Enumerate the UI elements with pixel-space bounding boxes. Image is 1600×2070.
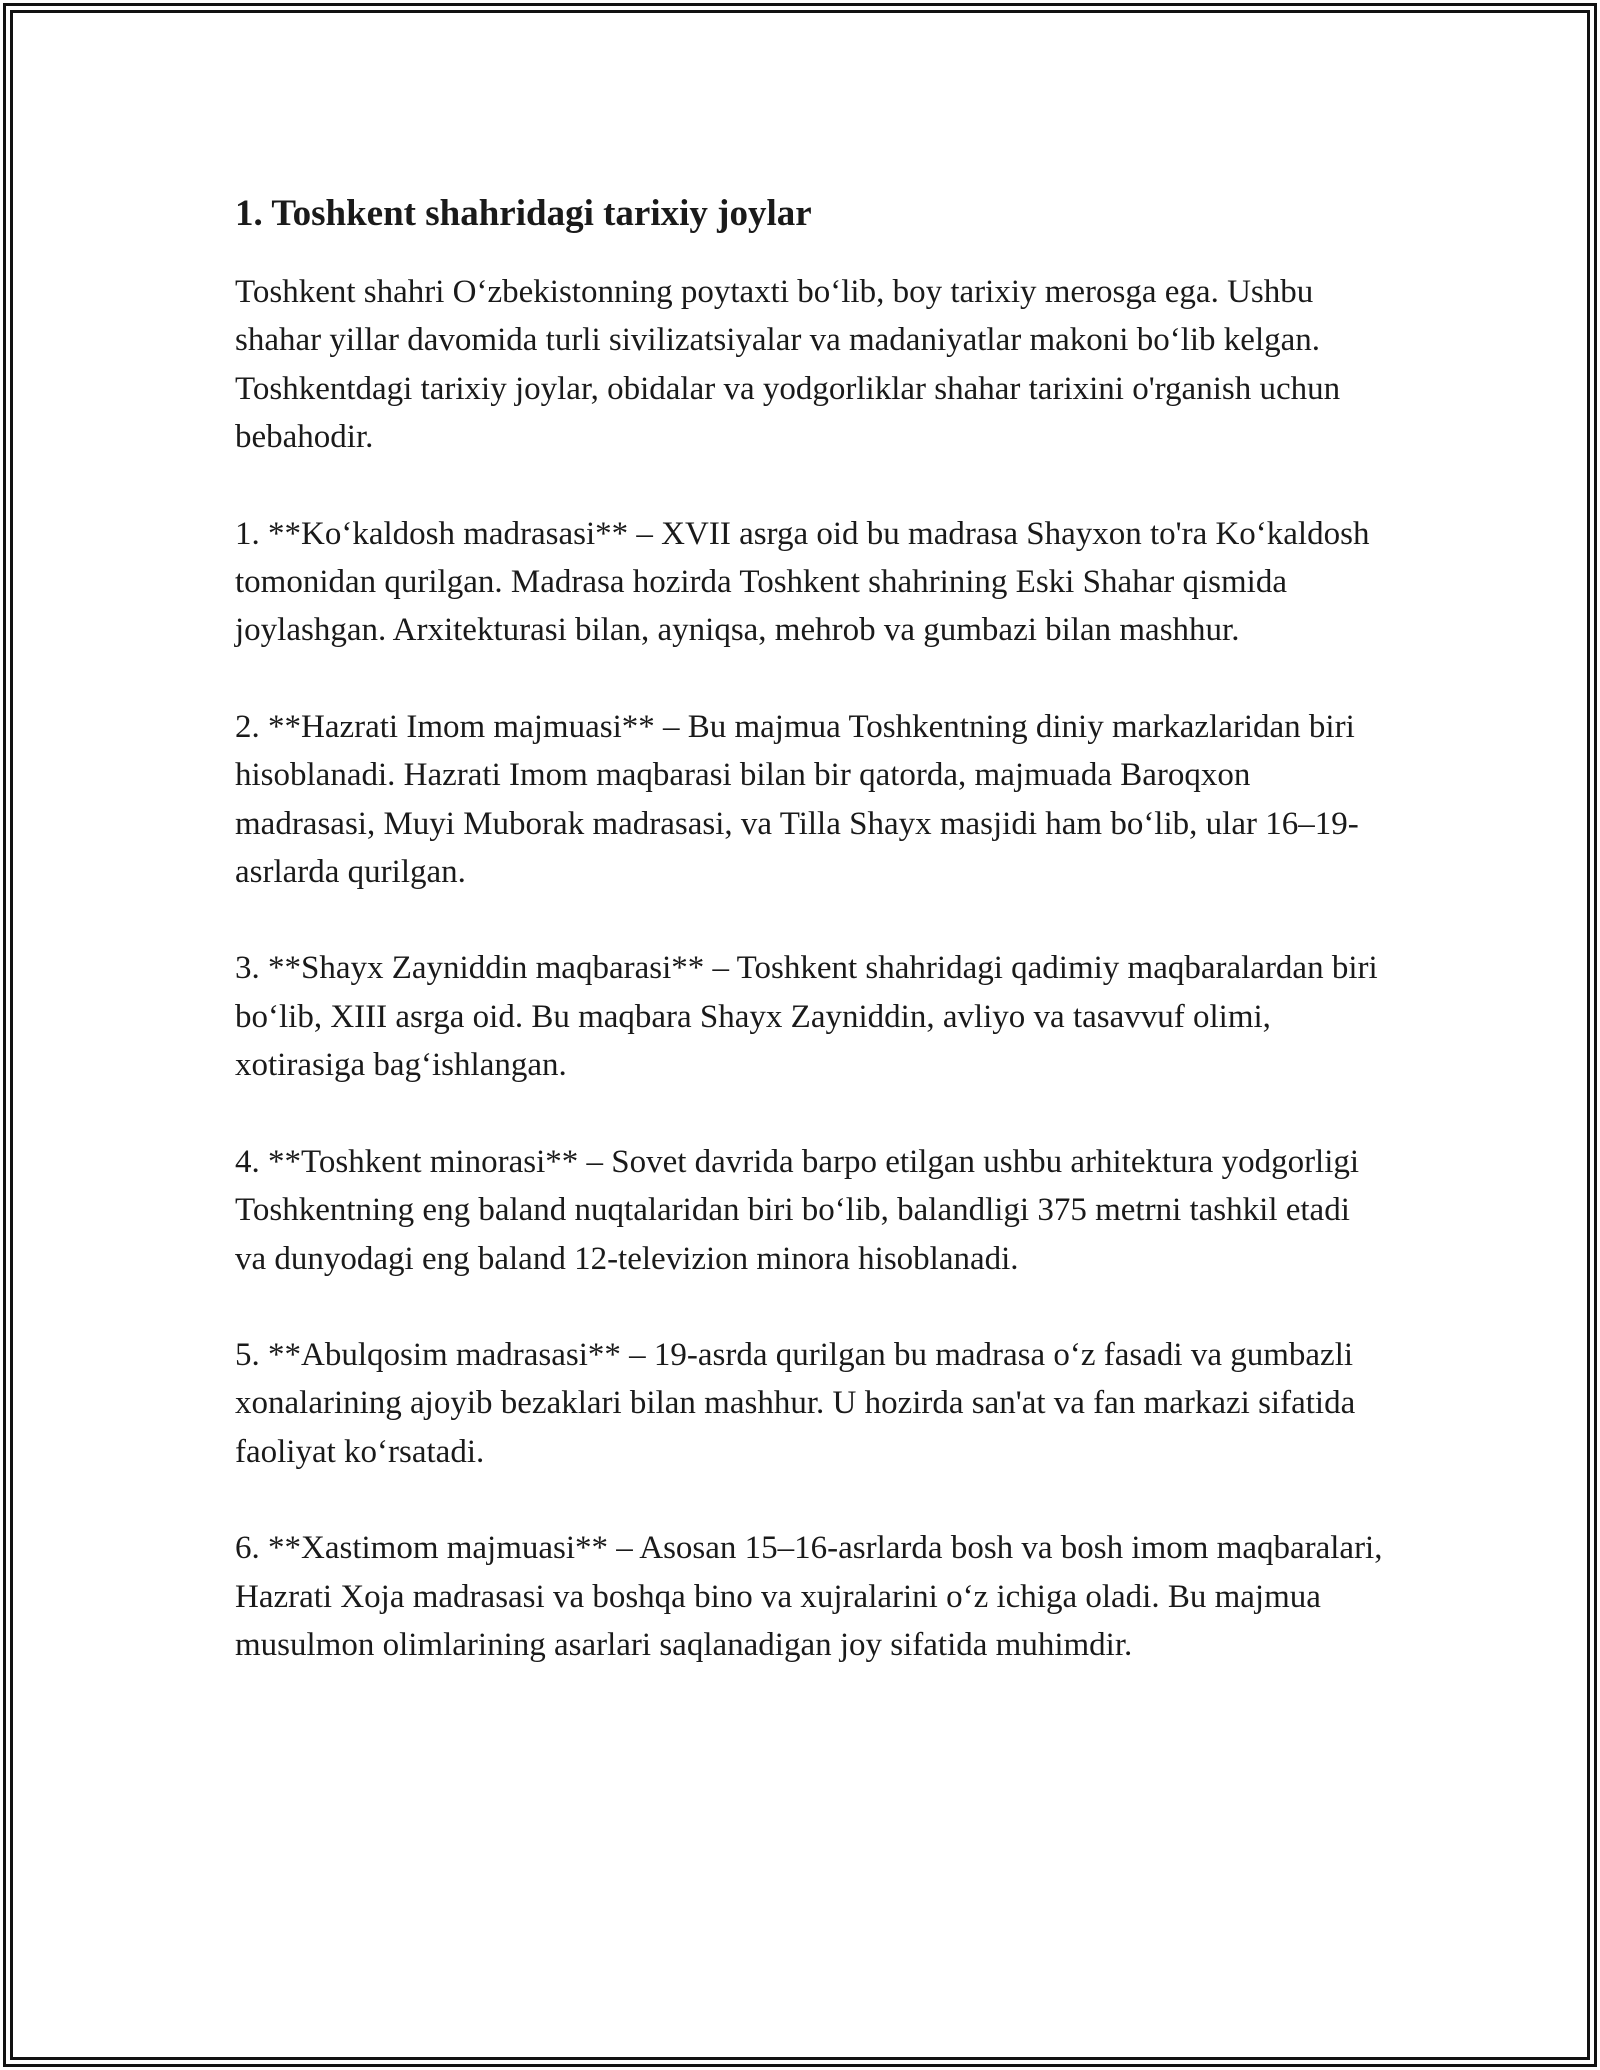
- intro-paragraph: Toshkent shahri O‘zbekistonning poytaxti bo‘lib, boy tarixiy merosga ega. Ushbu shahar yillar davomida turli sivilizatsiyalar va madaniyatlar makoni bo‘lib kelgan. Toshkentdagi tarixiy joylar, obidalar va yodgorliklar shahar tarixini o'rganish uchun bebahodir.: [235, 274, 1341, 456]
- item-shayx-zayniddin-maqbarasi: 3. **Shayx Zayniddin maqbarasi** – Toshkent shahridagi qadimiy maqbaralardan biri bo‘lib, XIII asrga oid. Bu maqbara Shayx Zayniddin, avliyo va tasavvuf olimi, xotirasiga bag‘ishlangan.: [235, 950, 1378, 1084]
- item-toshkent-minorasi: 4. **Toshkent minorasi** – Sovet davrida barpo etilgan ushbu arhitektura yodgorligi Toshkentning eng baland nuqtalaridan biri bo‘lib, balandligi 375 metrni tashkil etadi va dunyodagi eng baland 12-televizion minora hisoblanadi.: [235, 1143, 1360, 1277]
- item-abulqosim-madrasasi: 5. **Abulqosim madrasasi** – 19-asrda qurilgan bu madrasa o‘z fasadi va gumbazli xonalarining ajoyib bezaklari bilan mashhur. U hozirda san'at va fan markazi sifatida faoliyat ko‘rsatadi.: [235, 1336, 1356, 1470]
- item-xastimom-majmuasi: 6. **Xastimom majmuasi** – Asosan 15–16-asrlarda bosh va bosh imom maqbaralari, Hazrati Xoja madrasasi va boshqa bino va xujralarini o‘z ichiga oladi. Bu majmua musulmon olimlarining asarlari saqlanadigan joy sifatida muhimdir.: [235, 1530, 1383, 1663]
- item-kokaldosh-madrasasi: 1. **Ko‘kaldosh madrasasi** – XVII asrga oid bu madrasa Shayxon to'ra Ko‘kaldosh tomonidan qurilgan. Madrasa hozirda Toshkent shahrining Eski Shahar qismida joylashgan. Arxitekturasi bilan, ayniqsa, mehrob va gumbazi bilan mashhur.: [235, 515, 1370, 649]
- document-title: 1. Toshkent shahridagi tarixiy joylar: [235, 193, 812, 234]
- item-hazrati-imom-majmuasi: 2. **Hazrati Imom majmuasi** – Bu majmua Toshkentning diniy markazlaridan biri hisoblanadi. Hazrati Imom maqbarasi bilan bir qatorda, majmuada Baroqxon madrasasi, Muyi Muborak madrasasi, va Tilla Shayx masjidi ham bo‘lib, ular 16–19-asrlarda qurilgan.: [235, 708, 1359, 891]
- document-body: [235, 184, 1385, 1717]
